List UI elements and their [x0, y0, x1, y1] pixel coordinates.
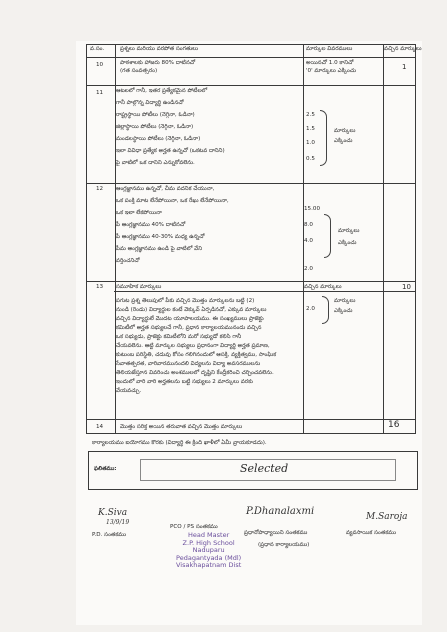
row-14-line: మొత్తం సరిక్త అయిన తరువాత వచ్చిన మొత్తం మార్కులు [120, 424, 243, 430]
row-12-line: పీ ఆంగ్లజ్ఞానము 40% దాటినచో [116, 222, 186, 228]
row-13-head-score: 10 [402, 283, 411, 291]
row-10-line: పాఠశాలకు హాజరు 80% దాటినచో [120, 60, 196, 66]
row-divider [87, 183, 415, 184]
header-question: ప్రశ్నలు మరియు వరపోత సంగతులు [120, 46, 199, 52]
stamp-line: Visakhapatnam Dist [176, 561, 242, 569]
row-14-number: 14 [96, 424, 104, 430]
row-10-detail: '0' మార్కులు ఎక్కించు [306, 68, 357, 74]
row-13-line: ఇందులో వారి వారి అర్హతలను బట్టి సభ్యులు 2 మార్కులు వరకు [116, 379, 253, 385]
row-13-brace-label: ఎక్కించు [334, 308, 353, 314]
row-divider [87, 281, 415, 282]
row-13-line: తెలియజేస్తూన వివరించు అంశములలో దృష్టిని కేంద్రీకరించి చర్చించవలెను. [116, 370, 274, 376]
row-10-score: 1 [402, 63, 407, 71]
row-14-score: 16 [388, 420, 400, 430]
row-10-line: (గత సంవత్సరం) [120, 68, 158, 74]
row-13-line: కుటుంబ పరిస్థితి, చదువు కోసం గలిగినందులో ఆసక్తి, వ్యక్తిత్వము, సాంఘిక [116, 352, 277, 358]
stamp-line: Z.P. High School [182, 538, 235, 547]
row-13-subline [114, 291, 416, 292]
hm-role: ప్రధానోపాధ్యాయిని సంతకము [244, 530, 308, 536]
row-13-line: కమిటీలో అర్హత సభ్యులచే గానీ, ప్రధాన కార్యాలయమునందు వచ్చిన [116, 325, 262, 331]
row-13-line: పగుట ప్రశ్న తెలుపులో పీకు వచ్చిన మొత్తం మార్కులను బట్టి (2) [116, 298, 255, 304]
hm-signature: P.Dhanalaxmi [246, 506, 315, 517]
third-role: వ్యవసాయిక సంతకము [346, 530, 397, 536]
row-10-detail: అయినచో 1.0 కానిచో [306, 60, 354, 66]
row-13-value: 2.0 [306, 306, 315, 312]
row-11-value: 2.5 [306, 112, 315, 118]
row-11-line: మండలస్థాయి పోటీలు (నెగ్గినా, ఓడినా) [116, 136, 201, 142]
stamp-line: Naduparu [192, 546, 225, 554]
row-12-value: 2.0 [304, 266, 313, 272]
row-11-brace [320, 110, 327, 166]
result-label: ఫలితము: [94, 466, 117, 472]
row-12-line: ఒక పంక్తి మాట లేనేపోయినా, ఒక రేఖు లేనేపోయినా, [116, 198, 229, 204]
row-12-value: 15.00 [304, 206, 321, 212]
pd-role: P.D. సంతకము [92, 532, 127, 538]
row-11-line: ఇలా వివిధా ప్రత్యేక అర్హత ఉన్నచో (ఒకటవ దానిని) [116, 148, 225, 154]
row-13-title: సమూహిక మార్కులు [116, 284, 162, 290]
row-12-brace [324, 214, 331, 258]
row-13-line: సేవాతత్పరత, వారివారమునందలి విద్యలను విద్యా అవసరములను [116, 361, 261, 367]
row-11-line: ఆటలలో గానీ, ఇతర ప్రత్యేకమైన పోటీలలో [116, 88, 208, 94]
row-12-value: 4.0 [304, 238, 313, 244]
row-13-line: చేయవలెను. ఆట్టి మార్కుల సభ్యులు ప్రధానంగా విద్యార్థి అర్హత ప్రమాణ, [116, 343, 270, 349]
row-12-line: ఆంగ్లజ్ఞానము ఉన్నచో, చీమ వదనిక చేయునా, [116, 186, 215, 192]
header-marks-detail: మార్కుల వివరములు [306, 46, 353, 52]
result-value: Selected [240, 462, 289, 475]
row-12-line: వర్తించనిచో [116, 258, 140, 264]
third-signature: M.Saroja [366, 512, 408, 522]
row-13-head-detail: వచ్చిన మార్కులు [304, 284, 342, 290]
row-13-line: ఒక సభ్యుడు, ప్రాజెక్టు కమిటీలోని మరో సభ్యుడో కలిసి గానీ [116, 334, 242, 340]
pco-role: PCO / PS సంతకము [170, 524, 218, 530]
header-marks-awarded: వచ్చిన మార్కులు [384, 46, 422, 52]
row-13-number: 13 [96, 284, 104, 290]
row-13-brace [322, 296, 329, 324]
hm-sub: (ప్రధాన కార్యాలయము) [258, 542, 310, 548]
row-11-value: 0.5 [306, 156, 315, 162]
footer-note: కార్యాలయము ఐయోగము కొరకు (విద్యార్థి ఈ క్రింది ఖాళీలో ఏమీ వ్రాయకూడదు). [92, 440, 267, 446]
row-11-line: గానీ పాల్గొన్న విద్యార్థి ఉండినచో [116, 100, 184, 106]
row-11-value: 1.5 [306, 126, 315, 132]
row-13-brace-label: మార్కులు [334, 298, 356, 304]
row-12-number: 12 [96, 186, 104, 192]
row-11-brace-label: ఎక్కించు [334, 138, 353, 144]
row-10-number: 10 [96, 62, 104, 68]
pd-signature-date: 13/9/19 [106, 519, 130, 526]
row-divider [87, 419, 415, 420]
row-12-value: 8.0 [304, 222, 313, 228]
row-11-value: 1.0 [306, 140, 315, 146]
school-stamp [176, 532, 241, 570]
row-11-line: రాష్ట్రస్థాయి పోటీలు (నెగ్గినా, ఓడినా) [116, 112, 195, 118]
row-12-line: పీమ ఆంగ్లజ్ఞానము ఉండి పై వాటిలో వేని [116, 246, 203, 252]
row-12-brace-label: ఎక్కించు [338, 240, 357, 246]
stamp-line: Head Master [188, 531, 230, 539]
row-divider [87, 85, 415, 86]
row-11-brace-label: మార్కులు [334, 128, 356, 134]
row-11-line: జిల్లాస్థాయి పోటీలు (నెగ్గినా, ఓడినా) [116, 124, 194, 130]
stamp-line: Pedagantyada (Mdl) [176, 553, 242, 562]
header-sno: వ.సం. [90, 46, 105, 52]
row-12-line: పీ ఆంగ్లజ్ఞానము 40-30% మధ్య ఉన్నచో [116, 234, 205, 240]
row-13-line: వచ్చిన విద్యార్థులే మొదట యూపాలయము. ఈ సంఖ్యములు ప్రాజెక్టు [116, 316, 264, 322]
row-11-number: 11 [96, 90, 104, 96]
row-12-line: ఒక ఇలా లేకపోయినా [116, 210, 162, 216]
row-12-brace-label: మార్కులు [338, 228, 360, 234]
row-divider [87, 57, 415, 58]
row-13-line: వేయవచ్చు. [116, 388, 142, 394]
pd-signature: K.Siva [98, 508, 128, 518]
col-divider [383, 45, 384, 433]
row-11-line: పై వాటిలో ఒక దానిని ఎన్నుకోవలెను. [116, 160, 195, 166]
row-13-line: నుండి (రెండు) విద్యార్థుల కంటే వెక్కువ్ ఏర్పడినచో, ఎక్కువ మార్కులు [116, 307, 267, 313]
